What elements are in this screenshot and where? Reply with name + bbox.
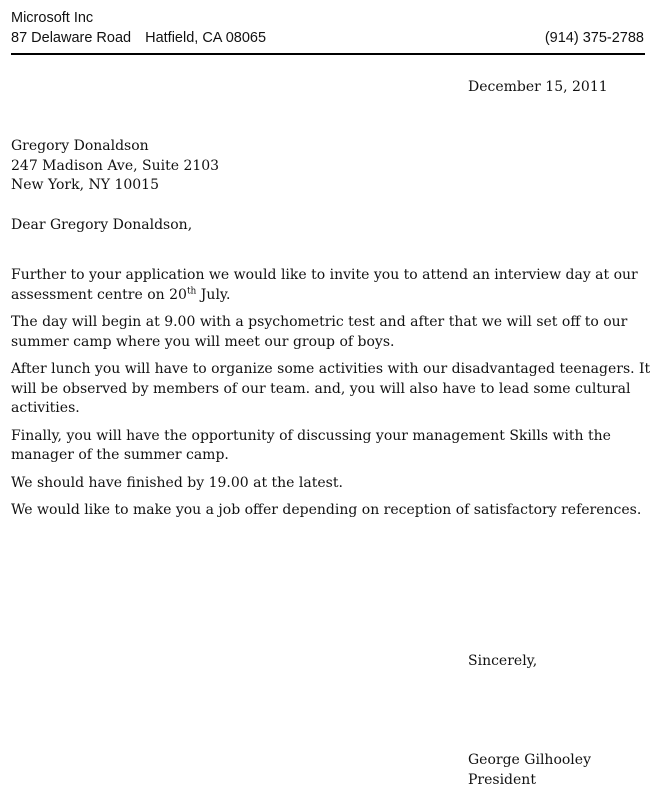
sender-company: Microsoft Inc xyxy=(11,10,94,26)
recipient-address xyxy=(11,137,219,196)
body-paragraph-6: We would like to make you a job offer depending on reception of satisfactory references. xyxy=(11,502,642,518)
body-paragraph-3: After lunch you will have to organize some activities with our disadvantaged teenagers. It will be observed by members of our team. and, you will also have to lead some cultural activities. xyxy=(11,361,651,416)
letterhead xyxy=(11,8,644,48)
body-p1-text: Further to your application we would like to invite you to attend an interview day at our assessment centre on 20 xyxy=(11,267,638,303)
body-paragraph-1 xyxy=(11,266,651,305)
recipient-city-state-zip: New York, NY 10015 xyxy=(11,177,159,193)
sender-street: 87 Delaware Road xyxy=(11,30,132,46)
signature-block xyxy=(468,751,591,790)
letterhead-address-row xyxy=(11,28,644,48)
body-p1-text-end: July. xyxy=(196,286,231,303)
letterhead-divider xyxy=(11,53,645,55)
body-paragraph-5: We should have finished by 19.00 at the latest. xyxy=(11,474,343,491)
letter-date: December 15, 2011 xyxy=(468,79,608,95)
salutation: Dear Gregory Donaldson, xyxy=(11,217,193,233)
body-paragraph-4: Finally, you will have the opportunity of discussing your management Skills with the manager of the summer camp. xyxy=(11,427,611,463)
signer-title: President xyxy=(468,771,536,788)
sender-phone: (914) 375-2788 xyxy=(544,30,644,46)
signer-name: George Gilhooley xyxy=(468,752,591,768)
letterhead-company-row xyxy=(11,8,644,28)
closing: Sincerely, xyxy=(468,653,538,669)
body-p1-superscript: th xyxy=(186,285,197,296)
sender-city-state-zip: Hatfield, CA 08065 xyxy=(145,30,267,46)
recipient-name: Gregory Donaldson xyxy=(11,138,149,154)
letter-body xyxy=(11,266,651,529)
sender-address xyxy=(11,28,266,48)
recipient-street: 247 Madison Ave, Suite 2103 xyxy=(11,157,220,174)
body-paragraph-2: The day will begin at 9.00 with a psychometric test and after that we will set off to our summer camp where you will meet our group of boys. xyxy=(11,314,628,350)
